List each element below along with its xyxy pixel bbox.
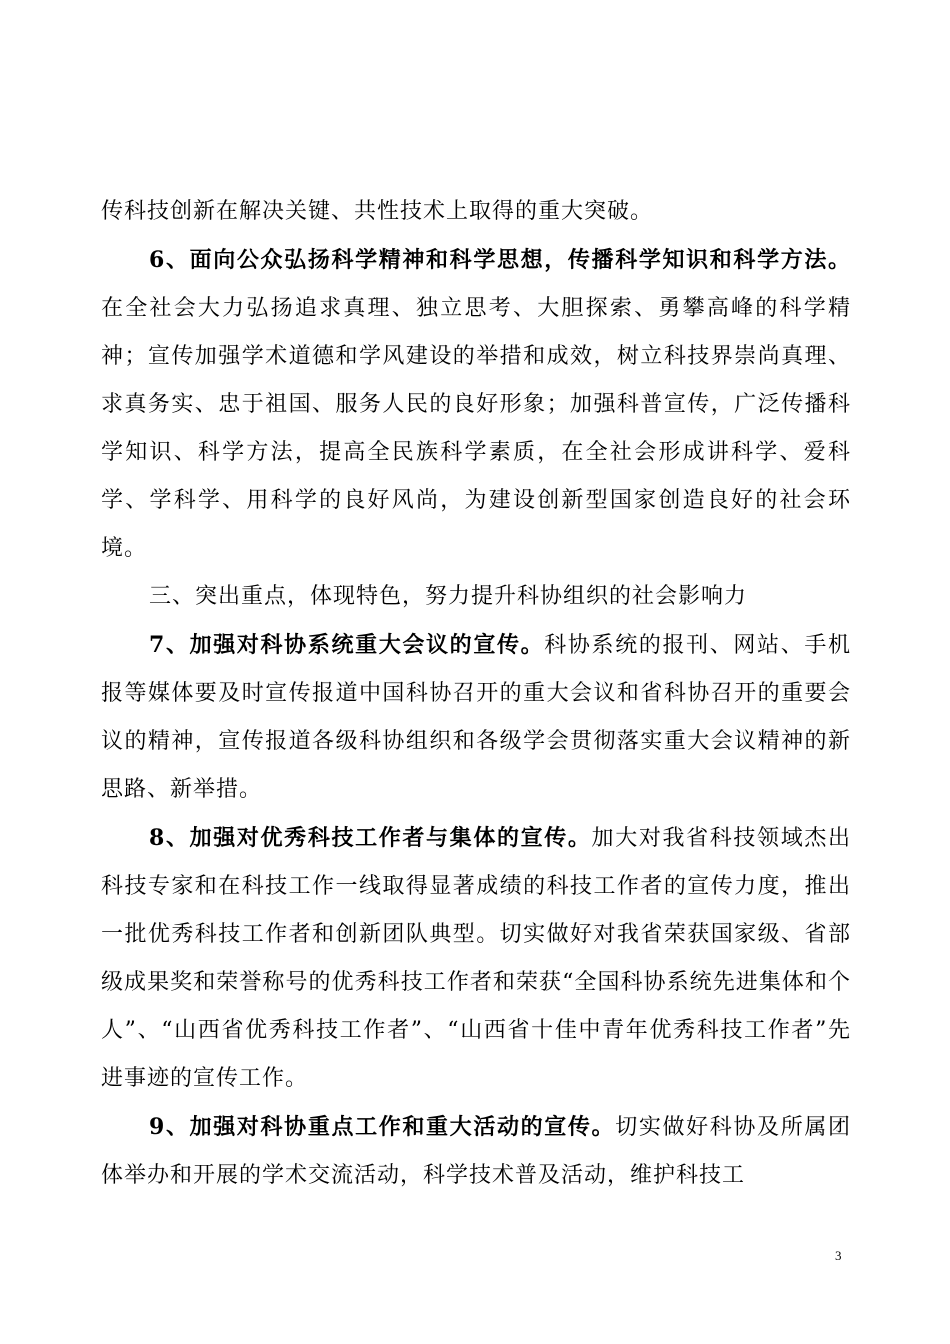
paragraph-heading: 7、加强对科协系统重大会议的宣传。 (149, 632, 545, 658)
section-heading-3 (101, 573, 851, 621)
paragraph-6 (101, 236, 851, 573)
body-text (101, 188, 851, 1200)
paragraph-heading: 6、面向公众弘扬科学精神和科学思想，传播科学知识和科学方法。 (149, 247, 851, 273)
paragraph-text: 科协系统的报刊、网站、手机报等媒体要及时宣传报道中国科协召开的重大会议和省科协召开的重要会议的精神，宣传报道各级科协组织和各级学会贯彻落实重大会议精神的新思路、新举措。 (101, 633, 851, 802)
paragraph-text: 传科技创新在解决关键、共性技术上取得的重大突破。 (101, 199, 654, 224)
paragraph-heading: 8、加强对优秀科技工作者与集体的宣传。 (149, 825, 592, 851)
paragraph-text: 在全社会大力弘扬追求真理、独立思考、大胆探索、勇攀高峰的科学精神；宣传加强学术道德和学风建设的举措和成效，树立科技界崇尚真理、求真务实、忠于祖国、服务人民的良好形象；加强科普宣传，广泛传播科学知识、科学方法，提高全民族科学素质，在全社会形成讲科学、爱科学、学科学、用科学的良好风尚，为建设创新型国家创造良好的社会环境。 (101, 296, 851, 561)
paragraph-continuation (101, 188, 851, 236)
paragraph-text: 加大对我省科技领域杰出科技专家和在科技工作一线取得显著成绩的科技工作者的宣传力度，推出一批优秀科技工作者和创新团队典型。切实做好对我省荣获国家级、省部级成果奖和荣誉称号的优秀科技工作者和荣获“全国科协系统先进集体和个人”、“山西省优秀科技工作者”、“山西省十佳中青年优秀科技工作者”先进事迹的宣传工作。 (101, 826, 851, 1091)
paragraph-8 (101, 814, 851, 1103)
paragraph-text: 切实做好科协及所属团体举办和开展的学术交流活动，科学技术普及活动，维护科技工 (101, 1115, 851, 1188)
page-number: 3 (835, 1248, 842, 1263)
paragraph-9 (101, 1103, 851, 1200)
paragraph-heading: 9、加强对科协重点工作和重大活动的宣传。 (149, 1114, 616, 1140)
section-heading-text: 三、突出重点，体现特色，努力提升科协组织的社会影响力 (149, 584, 748, 609)
paragraph-7 (101, 621, 851, 814)
